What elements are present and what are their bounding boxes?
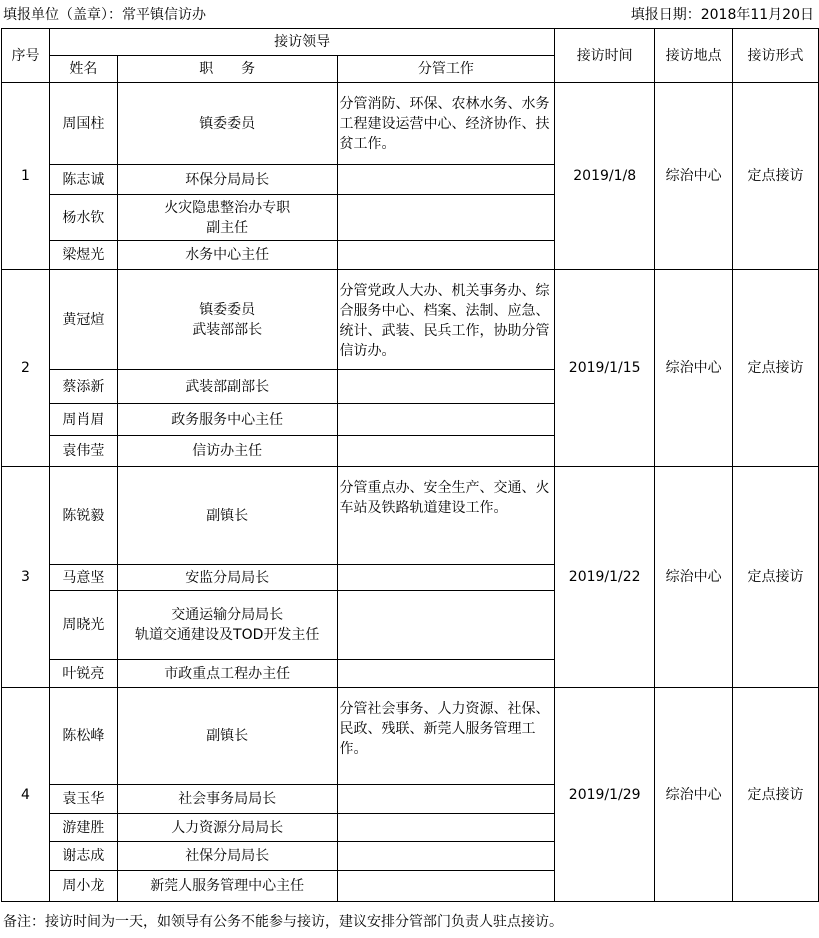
leader-name: 黄冠煊 [49, 270, 117, 370]
leader-position: 副镇长 [117, 688, 337, 785]
duty-cell: 分管社会事务、人力资源、社保、民政、残联、新莞人服务管理工作。 [337, 688, 555, 785]
reporting-unit: 填报单位（盖章）：常平镇信访办 [3, 7, 206, 23]
seq-cell: 2 [2, 270, 50, 467]
col-header-duty: 分管工作 [337, 56, 555, 83]
duty-cell-empty [337, 241, 555, 270]
col-header-form: 接访形式 [733, 29, 819, 83]
leader-name: 袁玉华 [49, 785, 117, 814]
footnote: 备注：接访时间为一天，如领导有公务不能参与接访，建议安排分管部门负责人驻点接访。 [3, 914, 563, 930]
seq-cell: 4 [2, 688, 50, 902]
duty-cell-empty [337, 660, 555, 688]
reception-time: 2019/1/22 [555, 467, 655, 688]
leader-position: 市政重点工程办主任 [117, 660, 337, 688]
reception-time: 2019/1/8 [555, 83, 655, 270]
leader-name: 游建胜 [49, 814, 117, 842]
col-header-leaders-group: 接访领导 [49, 29, 554, 56]
leader-position: 交通运输分局局长 轨道交通建设及TOD开发主任 [117, 591, 337, 660]
leader-position: 环保分局局长 [117, 165, 337, 195]
leader-name: 马意坚 [49, 565, 117, 591]
table-row [2, 83, 819, 165]
leader-name: 杨水钦 [49, 195, 117, 241]
duty-cell-empty [337, 195, 555, 241]
leader-position: 政务服务中心主任 [117, 404, 337, 436]
leader-name: 袁伟莹 [49, 436, 117, 467]
reception-place: 综治中心 [655, 688, 733, 902]
leader-name: 周小龙 [49, 871, 117, 902]
duty-cell-empty [337, 165, 555, 195]
col-header-time: 接访时间 [555, 29, 655, 83]
reception-place: 综治中心 [655, 83, 733, 270]
duty-cell-empty [337, 814, 555, 842]
leader-position: 镇委委员 武装部部长 [117, 270, 337, 370]
table-row [2, 467, 819, 565]
duty-cell: 分管党政人大办、机关事务办、综合服务中心、档案、法制、应急、统计、武装、民兵工作，协助分管信访办。 [337, 270, 555, 370]
reception-form: 定点接访 [733, 83, 819, 270]
reception-time: 2019/1/29 [555, 688, 655, 902]
col-header-seq: 序号 [2, 29, 50, 83]
duty-cell-empty [337, 404, 555, 436]
leader-position: 社会事务局局长 [117, 785, 337, 814]
reception-time: 2019/1/15 [555, 270, 655, 467]
leader-position: 镇委委员 [117, 83, 337, 165]
seq-cell: 1 [2, 83, 50, 270]
duty-cell-empty [337, 370, 555, 404]
leader-position: 火灾隐患整治办专职 副主任 [117, 195, 337, 241]
duty-cell-empty [337, 436, 555, 467]
leader-position: 副镇长 [117, 467, 337, 565]
leader-position: 人力资源分局局长 [117, 814, 337, 842]
table-row [2, 270, 819, 370]
leader-position: 信访办主任 [117, 436, 337, 467]
leader-name: 叶锐亮 [49, 660, 117, 688]
reception-place: 综治中心 [655, 270, 733, 467]
duty-cell-empty [337, 591, 555, 660]
leader-name: 谢志成 [49, 842, 117, 871]
report-date: 填报日期：2018年11月20日 [630, 7, 814, 23]
leader-position: 武装部副部长 [117, 370, 337, 404]
table-row [2, 688, 819, 785]
col-header-position: 职 务 [117, 56, 337, 83]
seq-cell: 3 [2, 467, 50, 688]
header-row-1 [2, 29, 819, 56]
leader-name: 蔡添新 [49, 370, 117, 404]
leader-name: 陈锐毅 [49, 467, 117, 565]
duty-cell-empty [337, 871, 555, 902]
reception-form: 定点接访 [733, 270, 819, 467]
col-header-name: 姓名 [49, 56, 117, 83]
leader-position: 水务中心主任 [117, 241, 337, 270]
leader-name: 梁煜光 [49, 241, 117, 270]
duty-cell: 分管消防、环保、农林水务、水务工程建设运营中心、经济协作、扶贫工作。 [337, 83, 555, 165]
leader-position: 新莞人服务管理中心主任 [117, 871, 337, 902]
leader-name: 周肖眉 [49, 404, 117, 436]
reception-schedule-table [1, 28, 819, 902]
col-header-place: 接访地点 [655, 29, 733, 83]
leader-position: 安监分局局长 [117, 565, 337, 591]
reception-form: 定点接访 [733, 467, 819, 688]
reception-place: 综治中心 [655, 467, 733, 688]
leader-name: 周晓光 [49, 591, 117, 660]
leader-position: 社保分局局长 [117, 842, 337, 871]
leader-name: 陈志诚 [49, 165, 117, 195]
duty-cell-empty [337, 785, 555, 814]
duty-cell-empty [337, 565, 555, 591]
leader-name: 周国柱 [49, 83, 117, 165]
leader-name: 陈松峰 [49, 688, 117, 785]
reception-form: 定点接访 [733, 688, 819, 902]
duty-cell: 分管重点办、安全生产、交通、火车站及铁路轨道建设工作。 [337, 467, 555, 565]
duty-cell-empty [337, 842, 555, 871]
